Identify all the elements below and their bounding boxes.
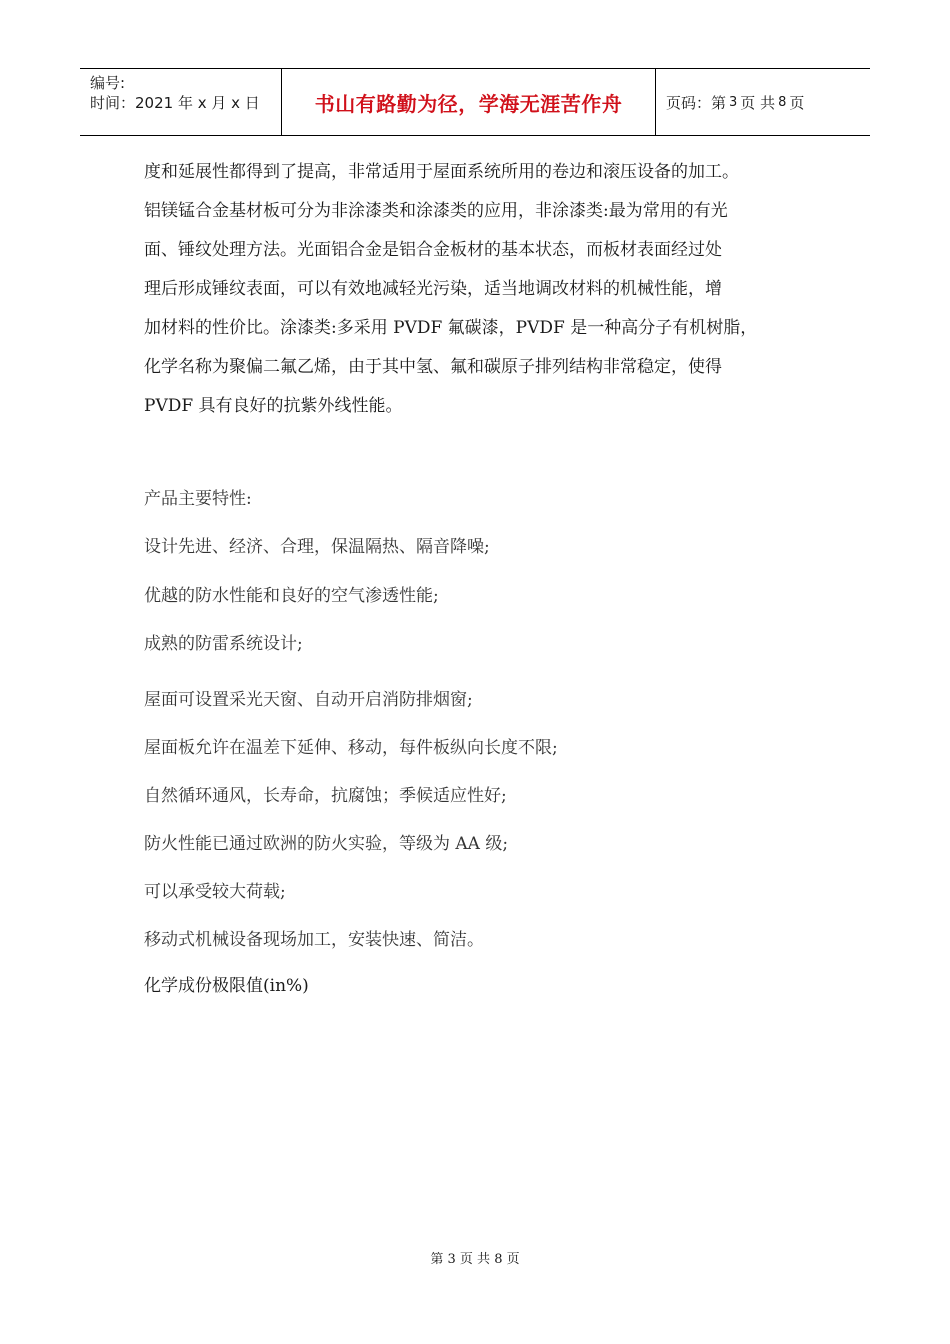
header-motto: 书山有路勤为径，学海无涯苦作舟 bbox=[282, 69, 656, 135]
paragraph-line: 度和延展性都得到了提高，非常适用于屋面系统所用的卷边和滚压设备的加工。 bbox=[144, 162, 739, 182]
page-label-suffix: 页 bbox=[789, 93, 805, 112]
page-footer: 第 3 页 共 8 页 bbox=[430, 1252, 520, 1267]
feature-item: 优越的防水性能和良好的空气渗透性能; bbox=[144, 586, 439, 606]
paragraph-line: 面、锤纹处理方法。光面铝合金是铝合金板材的基本状态，而板材表面经过处 bbox=[144, 240, 722, 260]
paragraph-line: 理后形成锤纹表面，可以有效地减轻光污染，适当地调改材料的机械性能，增 bbox=[144, 279, 722, 299]
feature-item: 移动式机械设备现场加工，安装快速、简洁。 bbox=[144, 930, 484, 950]
feature-item: 成熟的防雷系统设计; bbox=[144, 634, 303, 654]
page-label-prefix: 页码：第 bbox=[666, 93, 727, 112]
feature-item: 设计先进、经济、合理，保温隔热、隔音降噪; bbox=[144, 537, 490, 557]
paragraph-line: 加材料的性价比。涂漆类:多采用 PVDF 氟碳漆，PVDF 是一种高分子有机树脂， bbox=[144, 318, 758, 338]
document-number-label: 编号: bbox=[90, 74, 126, 92]
paragraph-line: 铝镁锰合金基材板可分为非涂漆类和涂漆类的应用，非涂漆类:最为常用的有光 bbox=[144, 201, 728, 221]
paragraph-line: 化学名称为聚偏二氟乙烯，由于其中氢、氟和碳原子排列结构非常稳定，使得 bbox=[144, 357, 722, 377]
page-current: 3 bbox=[729, 94, 738, 110]
header-page-number bbox=[656, 69, 870, 135]
paragraph-line: PVDF 具有良好的抗紫外线性能。 bbox=[144, 396, 403, 416]
feature-item: 屋面可设置采光天窗、自动开启消防排烟窗; bbox=[144, 690, 473, 710]
features-heading: 产品主要特性: bbox=[144, 489, 252, 509]
page-label-mid: 页 共 bbox=[740, 93, 776, 112]
feature-item: 可以承受较大荷载; bbox=[144, 882, 286, 902]
page-total: 8 bbox=[778, 94, 787, 110]
body-paragraph bbox=[144, 153, 824, 426]
document-date-label: 时间：2021 年 x 月 x 日 bbox=[90, 94, 260, 112]
chemical-limits-heading: 化学成份极限值(in%) bbox=[144, 976, 309, 996]
header-meta bbox=[80, 69, 282, 135]
feature-item: 自然循环通风，长寿命，抗腐蚀；季候适应性好; bbox=[144, 786, 507, 806]
page-header bbox=[80, 68, 870, 136]
feature-item: 屋面板允许在温差下延伸、移动，每件板纵向长度不限; bbox=[144, 738, 558, 758]
feature-item: 防火性能已通过欧洲的防火实验，等级为 AA 级; bbox=[144, 834, 509, 854]
